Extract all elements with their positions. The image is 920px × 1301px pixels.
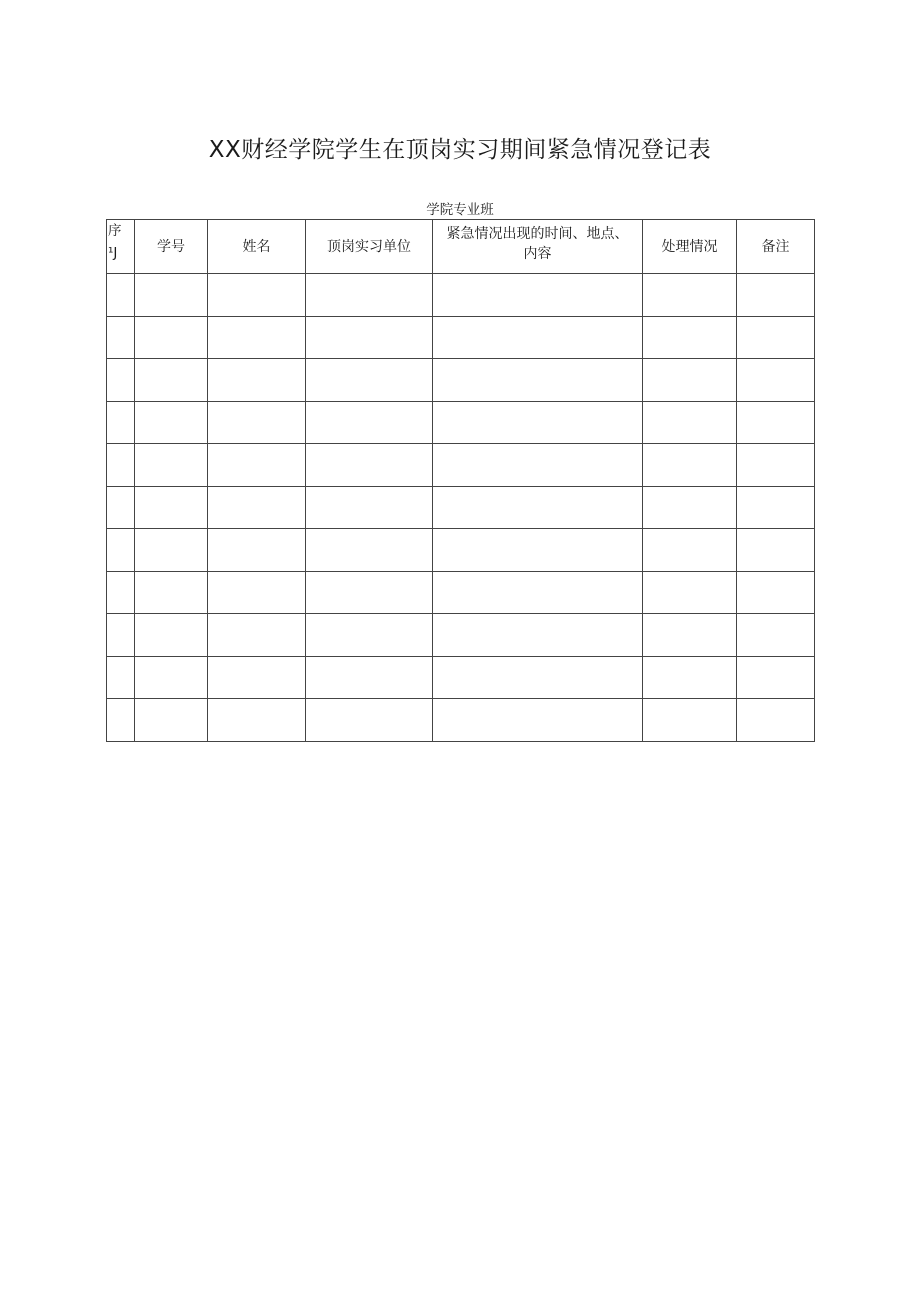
table-row [107, 359, 815, 402]
cell-student-id[interactable] [135, 316, 208, 359]
table-row [107, 699, 815, 742]
cell-seq[interactable] [107, 401, 135, 444]
cell-student-id[interactable] [135, 571, 208, 614]
cell-student-id[interactable] [135, 656, 208, 699]
cell-internship-unit[interactable] [306, 486, 433, 529]
cell-student-id[interactable] [135, 274, 208, 317]
cell-remarks[interactable] [737, 444, 815, 487]
header-internship-unit: 顶岗实习单位 [306, 220, 433, 274]
cell-seq[interactable] [107, 571, 135, 614]
cell-handling[interactable] [643, 656, 737, 699]
cell-emergency[interactable] [433, 401, 643, 444]
cell-student-id[interactable] [135, 614, 208, 657]
cell-handling[interactable] [643, 316, 737, 359]
cell-seq[interactable] [107, 359, 135, 402]
cell-name[interactable] [208, 614, 306, 657]
cell-internship-unit[interactable] [306, 529, 433, 572]
cell-name[interactable] [208, 444, 306, 487]
table-row [107, 614, 815, 657]
cell-handling[interactable] [643, 359, 737, 402]
registration-table [106, 219, 815, 742]
cell-seq[interactable] [107, 699, 135, 742]
cell-seq[interactable] [107, 486, 135, 529]
cell-remarks[interactable] [737, 274, 815, 317]
cell-internship-unit[interactable] [306, 699, 433, 742]
cell-remarks[interactable] [737, 571, 815, 614]
cell-handling[interactable] [643, 444, 737, 487]
cell-internship-unit[interactable] [306, 444, 433, 487]
cell-student-id[interactable] [135, 529, 208, 572]
cell-internship-unit[interactable] [306, 614, 433, 657]
cell-remarks[interactable] [737, 401, 815, 444]
header-emergency-line1: 紧急情况出现的时间、地点、 [446, 226, 629, 242]
cell-handling[interactable] [643, 529, 737, 572]
cell-remarks[interactable] [737, 699, 815, 742]
table-row [107, 274, 815, 317]
cell-remarks[interactable] [737, 529, 815, 572]
table-row [107, 401, 815, 444]
cell-seq[interactable] [107, 614, 135, 657]
cell-name[interactable] [208, 401, 306, 444]
cell-remarks[interactable] [737, 316, 815, 359]
cell-remarks[interactable] [737, 359, 815, 402]
header-seq [107, 220, 135, 274]
cell-student-id[interactable] [135, 401, 208, 444]
table-row [107, 529, 815, 572]
cell-name[interactable] [208, 571, 306, 614]
cell-student-id[interactable] [135, 359, 208, 402]
cell-internship-unit[interactable] [306, 401, 433, 444]
cell-seq[interactable] [107, 529, 135, 572]
cell-name[interactable] [208, 274, 306, 317]
cell-emergency[interactable] [433, 571, 643, 614]
cell-name[interactable] [208, 486, 306, 529]
cell-name[interactable] [208, 529, 306, 572]
cell-emergency[interactable] [433, 486, 643, 529]
cell-emergency[interactable] [433, 274, 643, 317]
class-line: 学院专业班 [426, 202, 494, 218]
cell-internship-unit[interactable] [306, 274, 433, 317]
cell-internship-unit[interactable] [306, 316, 433, 359]
cell-student-id[interactable] [135, 699, 208, 742]
cell-internship-unit[interactable] [306, 656, 433, 699]
header-seq-line2: ¹J [108, 245, 118, 261]
cell-handling[interactable] [643, 571, 737, 614]
cell-name[interactable] [208, 316, 306, 359]
cell-remarks[interactable] [737, 656, 815, 699]
cell-emergency[interactable] [433, 316, 643, 359]
cell-handling[interactable] [643, 486, 737, 529]
table-header-row [107, 220, 815, 274]
document-title: XX财经学院学生在顶岗实习期间紧急情况登记表 [208, 137, 712, 163]
cell-emergency[interactable] [433, 359, 643, 402]
header-emergency-line2: 内容 [523, 246, 552, 262]
cell-seq[interactable] [107, 316, 135, 359]
table-body [107, 274, 815, 742]
table-row [107, 316, 815, 359]
cell-emergency[interactable] [433, 614, 643, 657]
cell-remarks[interactable] [737, 486, 815, 529]
cell-student-id[interactable] [135, 486, 208, 529]
header-remarks: 备注 [737, 220, 815, 274]
table-row [107, 486, 815, 529]
cell-name[interactable] [208, 656, 306, 699]
cell-emergency[interactable] [433, 656, 643, 699]
header-student-id: 学号 [135, 220, 208, 274]
cell-internship-unit[interactable] [306, 571, 433, 614]
cell-name[interactable] [208, 699, 306, 742]
table-row [107, 444, 815, 487]
cell-emergency[interactable] [433, 444, 643, 487]
cell-handling[interactable] [643, 401, 737, 444]
cell-student-id[interactable] [135, 444, 208, 487]
cell-handling[interactable] [643, 614, 737, 657]
cell-handling[interactable] [643, 274, 737, 317]
cell-seq[interactable] [107, 656, 135, 699]
header-emergency [433, 220, 643, 274]
cell-emergency[interactable] [433, 529, 643, 572]
cell-remarks[interactable] [737, 614, 815, 657]
header-name: 姓名 [208, 220, 306, 274]
table-row [107, 656, 815, 699]
table-row [107, 571, 815, 614]
header-handling: 处理情况 [643, 220, 737, 274]
cell-emergency[interactable] [433, 699, 643, 742]
cell-seq[interactable] [107, 444, 135, 487]
cell-handling[interactable] [643, 699, 737, 742]
cell-internship-unit[interactable] [306, 359, 433, 402]
cell-seq[interactable] [107, 274, 135, 317]
cell-name[interactable] [208, 359, 306, 402]
header-seq-line1: 序 [108, 223, 122, 239]
